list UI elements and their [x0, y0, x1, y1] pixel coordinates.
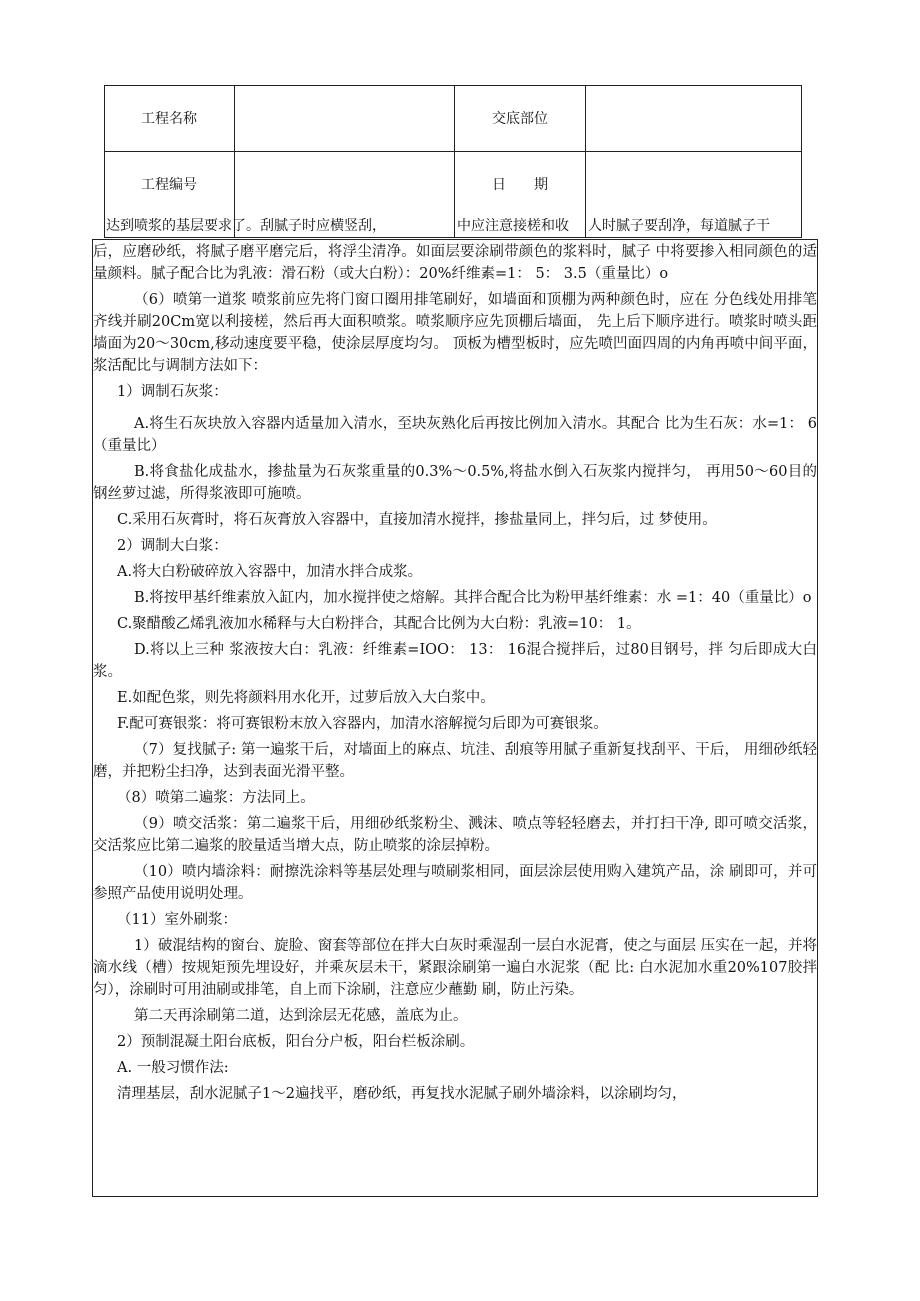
paragraph-chalk-heading: 2）调制大白浆： [117, 538, 228, 554]
header-table [104, 85, 802, 238]
project-no-label: 工程编号 [141, 177, 197, 193]
fragment-left: 达到喷浆的基层要求了。刮腻子时应横竖刮， [106, 218, 386, 234]
paragraph-first-spray: （6）喷第一道浆 喷浆前应先将门窗口圈用排笔刷好，如墙面和顶棚为两种颜色时，应在 分色线处用排笔齐线并刷20Cm宽以利接槎，然后再大面积喷浆。喷浆顺序应先顶棚后墙面， 先上后下顺序进行。喷浆时喷头距墙面为20～30cm,移动速度要平稳，使涂层厚度均匀。 顶板为槽型板时，应先喷凹面四周的内角再喷中间平面，浆活配比与调制方法如下： [93, 292, 817, 374]
paragraph-lime-a: A.将生石灰块放入容器内适量加入清水，至块灰熟化后再按比例加入清水。其配合 比为生石灰：水=1： 6（重量比） [93, 416, 817, 454]
paragraph-chalk-f: F.配可赛银浆：将可赛银粉末放入容器内，加清水溶解搅匀后即为可赛银浆。 [117, 716, 608, 732]
project-name-label: 工程名称 [141, 111, 197, 127]
header-col-divider-1 [234, 85, 235, 238]
paragraph-exterior-1: 1）破混结构的窗台、旋脸、窗套等部位在拌大白灰时乘湿刮一层白水泥膏，使之与面层 压实在一起，并将滴水线（槽）按规矩预先埋设好，并乘灰层未干，紧跟涂刷第一遍白水泥浆（配 比: 白水泥加水重20%107胶拌匀），涂刷时可用油刷或排笔，自上而下涂刷，注意应少蘸勤 刷，防止污染。 [93, 938, 817, 998]
paragraph-second-spray: （8）喷第二遍浆：方法同上。 [117, 790, 315, 806]
paragraph-chalk-e: E.如配色浆，则先将颜料用水化开，过萝后放入大白浆中。 [117, 690, 495, 706]
paragraph-exterior-heading: （11）室外刷浆： [117, 912, 237, 928]
paragraph-interior-coating: （10）喷内墙涂料：耐擦洗涂料等基层处理与喷刷浆相同，面层涂层使用购入建筑产品，涂 刷即可，并可参照产品使用说明处理。 [93, 864, 817, 902]
fragment-middle: 中应注意接槎和收 [457, 218, 569, 234]
paragraph-chalk-b: B.将按甲基纤维素放入缸内，加水搅拌使之熔解。其拌合配合比为粉甲基纤维素：水 =1：40（重量比）o [134, 590, 812, 606]
paragraph-chalk-a: A.将大白粉破碎放入容器中，加清水拌合成浆。 [117, 564, 423, 580]
paragraph-exterior-2: 2）预制混凝土阳台底板，阳台分户板，阳台栏板涂刷。 [117, 1034, 475, 1050]
paragraph-exterior-second-coat: 第二天再涂刷第二道，达到涂层无花感，盖底为止。 [134, 1008, 468, 1024]
paragraph-exterior-2a: A. 一般习惯作法: [117, 1060, 229, 1076]
paragraph-chalk-d: D.将以上三种 浆液按大白：乳液：纤维素=IOO： 13： 16混合搅拌后，过80目钢号，拌 匀后即成大白浆。 [93, 642, 817, 680]
paragraph-refill-putty: （7）复找腻子: 第一遍浆干后，对墙面上的麻点、坑洼、刮痕等用腻子重新复找刮平、干后， 用细砂纸轻磨，并把粉尘扫净，达到表面光滑平整。 [93, 742, 817, 780]
header-col-divider-3 [585, 85, 586, 238]
header-row-divider [104, 151, 802, 152]
date-label: 日 期 [492, 177, 548, 193]
header-col-divider-2 [454, 85, 455, 238]
paragraph-chalk-c: C.聚醋酸乙烯乳液加水稀释与大白粉拌合，其配合比例为大白粉：乳液=10： 1。 [117, 616, 641, 632]
paragraph-exterior-2a-detail: 清理基层，刮水泥腻子1～2遍找平，磨砂纸，再复找水泥腻子刷外墙涂料，以涂刷均匀， [117, 1086, 687, 1102]
paragraph-finish-spray: （9）喷交活浆：第二遍浆干后，用细砂纸浆粉尘、溅沫、喷点等轻轻磨去，并打扫干净, 即可喷交活浆，交活浆应比第二遍浆的胶量适当增大点，防止喷浆的涂层掉粉。 [93, 816, 817, 854]
fragment-right: 人时腻子要刮净，每道腻子干 [588, 218, 770, 234]
paragraph-lime-slurry-heading: 1）调制石灰浆： [117, 384, 228, 400]
content-text [93, 241, 817, 1109]
handover-part-label: 交底部位 [492, 111, 548, 127]
paragraph-putty-sanding: 后，应磨砂纸，将腻子磨平磨完后，将浮尘清净。如面层要涂刷带颜色的浆料时，腻子 中将要掺入相同颜色的适量颜料。腻子配合比为乳液：滑石粉（或大白粉）：20%纤维素=1： 5： 3.5（重量比）o [93, 244, 817, 282]
paragraph-lime-c: C.采用石灰膏时，将石灰膏放入容器中，直接加清水搅拌，掺盐量同上，拌匀后，过 梦使用。 [117, 512, 717, 528]
paragraph-lime-b: B.将食盐化成盐水，掺盐量为石灰浆重量的0.3%～0.5%,将盐水倒入石灰浆内搅拌匀， 再用50～60目的钢丝萝过滤，所得浆液即可施喷。 [93, 464, 817, 502]
